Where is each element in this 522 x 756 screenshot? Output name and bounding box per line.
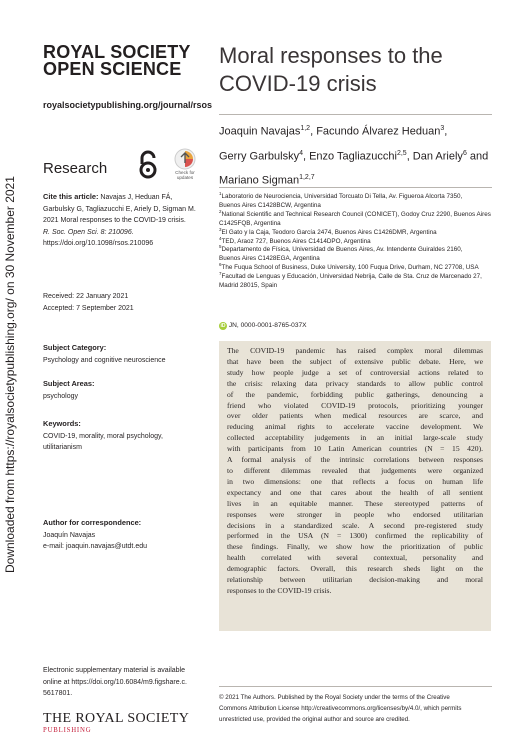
affiliation-text: El Gato y la Caja, Teodoro García 2474, Buenos Aires C1426DMR, Argentina xyxy=(221,228,437,236)
abstract-line: of the pandemic, forbidding public gatherings, denouncing a xyxy=(227,389,483,399)
license-divider xyxy=(219,686,492,687)
author-sigman: Mariano Sigman xyxy=(219,174,300,187)
title-divider xyxy=(219,114,492,115)
abstract-line: expectancy and one that cares about the health of all sentient xyxy=(227,487,483,497)
license-block xyxy=(219,692,504,725)
abstract-line: with participants from 10 Latin American countries (N = 15 420). xyxy=(227,444,483,454)
abstract-line: decisions in a standardized scale. A second pre-registered study xyxy=(227,520,483,530)
publisher-logo-name: THE ROYAL SOCIETY xyxy=(43,711,190,726)
journal-name-line1: ROYAL SOCIETY xyxy=(43,42,191,62)
abstract-line: friend who violated COVID-19 protocols, prioritizing younger xyxy=(227,400,483,410)
abstract-line: A formal analysis of the intrinsic correlations between responses xyxy=(227,455,483,465)
cite-doi-link[interactable]: https://doi.org/10.1098/rsos.210096 xyxy=(43,240,154,247)
license-line-1: Commons Attribution License http://creativecommons.org/licenses/by/4.0/, which permits xyxy=(219,705,462,712)
abstract-line: The COVID-19 pandemic has raised complex moral dilemmas xyxy=(227,346,483,355)
abstract-line: these findings. Finally, we show how the prioritization of public xyxy=(227,542,483,552)
author-line-1 xyxy=(219,143,499,168)
accepted-date: Accepted: 7 September 2021 xyxy=(43,305,134,312)
affiliation-text: National Scientific and Technical Research Council (CONICET), Godoy Cruz 2290, Buenos Aires xyxy=(221,210,491,218)
affiliation-text: Facultad de Lenguas y Educación, Universidad Nebrija, Calle de Sta. Cruz de Marcenado 27, xyxy=(221,273,482,281)
affiliation-6 xyxy=(219,264,504,273)
orcid-icon: iD xyxy=(220,322,226,329)
affiliation-text: Laboratorio de Neurociencia, Universidad Torcuato Di Tella, Av. Figueroa Alcorta 7350, xyxy=(221,193,463,200)
cite-line-3: R. Soc. Open Sci. 8: 210096. xyxy=(43,228,134,236)
abstract-box xyxy=(219,341,491,631)
download-notice: Downloaded from https://royalsocietypublishing.org/ on 30 November 2021 xyxy=(3,176,17,573)
affiliation-sup: 5 xyxy=(219,244,222,250)
author-tagliazucchi: , Enzo Tagliazucchi xyxy=(302,150,397,163)
affiliation-text: Buenos Aires C1428EGA, Argentina xyxy=(219,255,320,263)
affiliation-sup: 4 xyxy=(219,235,222,241)
abstract-line: collected acceptability judgements in an initial large-scale study xyxy=(227,433,483,443)
check-for-updates-button[interactable] xyxy=(171,148,199,182)
publisher-logo-sub: PUBLISHING xyxy=(43,727,92,734)
supplementary-line-2: 5617801. xyxy=(43,690,73,697)
author-heduan: , Facundo Álvarez Heduan xyxy=(310,125,441,138)
author-sup: 1,2,7 xyxy=(299,174,315,182)
journal-name-line2: OPEN SCIENCE xyxy=(43,59,182,79)
check-updates-icon xyxy=(174,148,196,170)
received-date: Received: 22 January 2021 xyxy=(43,293,129,300)
keywords xyxy=(43,418,163,454)
author-sup: 6 xyxy=(462,149,467,157)
subject-category xyxy=(43,342,166,366)
subject-areas-value: psychology xyxy=(43,392,79,400)
abstract-line: health correlated with several contextual, personality and xyxy=(227,553,483,563)
subject-category-value: Psychology and cognitive neuroscience xyxy=(43,356,166,364)
check-updates-line2: updates xyxy=(176,175,194,180)
license-line-0: © 2021 The Authors. Published by the Royal Society under the terms of the Creative xyxy=(219,694,450,701)
author-list xyxy=(219,118,499,192)
abstract-line: study how people judge a set of controversial actions related to xyxy=(227,367,483,377)
abstract-line: demographic factors. Overall, this research sheds light on the xyxy=(227,564,483,574)
affiliation-2 xyxy=(219,208,504,229)
abstract-line: responses to the COVID-19 crisis. xyxy=(227,585,332,595)
author-line-0 xyxy=(219,118,499,143)
affiliation-text: The Fuqua School of Business, Duke University, 100 Fuqua Drive, Durham, NC 27708, USA xyxy=(221,264,479,272)
check-updates-line1: Check for xyxy=(175,170,195,175)
author-sup: 2,5 xyxy=(396,149,407,157)
affiliation-sup: 6 xyxy=(219,262,222,268)
author-sep: , xyxy=(444,125,448,138)
author-sup: 1,2 xyxy=(300,125,311,132)
author-sep: and xyxy=(466,150,489,163)
author-sup: 4 xyxy=(299,149,303,157)
supplementary-line-0: Electronic supplementary material is available xyxy=(43,667,186,674)
correspondence-email[interactable]: e-mail: joaquin.navajas@utdt.edu xyxy=(43,543,148,550)
affiliation-text: Madrid 28015, Spain xyxy=(219,282,278,290)
author-line-2 xyxy=(219,167,499,192)
author-garbulsky: Gerry Garbulsky xyxy=(219,150,300,163)
affiliations xyxy=(219,190,504,291)
open-access-icon xyxy=(137,150,159,180)
orcid-text: JN, 0000-0001-8765-037X xyxy=(228,322,307,329)
article-title-line2: COVID-19 crisis xyxy=(219,71,377,96)
affiliation-text: TED, Araoz 727, Buenos Aires C1414DPO, Argentina xyxy=(221,237,371,245)
affiliation-5 xyxy=(219,246,504,264)
citation-block xyxy=(43,191,218,250)
affiliation-text: Departamento de Física, Universidad de Buenos Aires, Av. Intendente Guiraldes 2160, xyxy=(221,246,463,254)
affiliation-text: C1425FQB, Argentina xyxy=(219,219,281,227)
supplementary-link[interactable]: online at https://doi.org/10.6084/m9.figshare.c. xyxy=(43,678,187,686)
abstract-line: the crisis: relaxing data privacy standards to allow public control xyxy=(227,378,483,388)
correspondence xyxy=(43,517,147,553)
affiliation-sup: 7 xyxy=(219,271,222,277)
keywords-label: Keywords: xyxy=(43,419,81,428)
license-line-2: unrestricted use, provided the original author and source are credited. xyxy=(219,716,410,723)
affiliation-sup: 1 xyxy=(219,190,222,196)
cite-line-0: Navajas J, Heduan FÁ, xyxy=(100,194,173,201)
journal-url[interactable]: royalsocietypublishing.org/journal/rsos xyxy=(43,100,213,110)
section-label: Research xyxy=(43,160,108,177)
correspondence-name: Joaquín Navajas xyxy=(43,531,96,539)
affiliation-text: Buenos Aires C1428BCW, Argentina xyxy=(219,201,321,209)
author-ariely: , Dan Ariely xyxy=(406,150,463,163)
keywords-line-0: COVID-19, morality, moral psychology, xyxy=(43,432,163,440)
abstract-line: over older patients when medical resources are scarce, and xyxy=(227,411,483,421)
author-sup: 3 xyxy=(440,125,445,132)
keywords-line-1: utilitarianism xyxy=(43,444,82,451)
cite-label: Cite this article: xyxy=(43,192,99,201)
subject-areas xyxy=(43,378,94,402)
supplementary-note xyxy=(43,665,218,700)
subject-areas-label: Subject Areas: xyxy=(43,379,95,388)
correspondence-label: Author for correspondence: xyxy=(43,518,142,527)
affiliation-1 xyxy=(219,190,504,211)
affiliation-sup: 2 xyxy=(219,208,222,214)
authors-divider xyxy=(219,187,492,188)
abstract-line: that have been the subject of extensive public debate. Here, we xyxy=(227,356,483,366)
cite-line-1: Garbulsky G, Tagliazucchi E, Ariely D, Sigman M. xyxy=(43,205,196,213)
affiliation-7 xyxy=(219,273,504,291)
author-navajas: Joaquin Navajas xyxy=(219,125,301,138)
affiliation-sup: 3 xyxy=(219,226,222,232)
subject-category-label: Subject Category: xyxy=(43,343,107,352)
orcid-entry[interactable] xyxy=(219,321,307,330)
abstract-line: in two dimensions: one that reflects a focus on human life xyxy=(227,476,483,486)
article-title-line1: Moral responses to the xyxy=(219,43,443,68)
abstract-line: performed in the USA (N = 1300) confirmed the replicability of xyxy=(227,531,483,541)
abstract-line: relationship between utilitarian decision-making and moral xyxy=(227,575,483,585)
cite-line-2: 2021 Moral responses to the COVID-19 crisis. xyxy=(43,217,186,224)
abstract-line: to different dilemmas revealed that judgements were organized xyxy=(227,465,483,475)
abstract-line: responses were stronger in people who endorsed utilitarian xyxy=(227,509,483,519)
abstract-line: reducing animal rights to accelerate vaccine development. We xyxy=(227,422,483,432)
abstract-line: lives in an equitable manner. These stereotyped patterns of xyxy=(227,498,483,508)
